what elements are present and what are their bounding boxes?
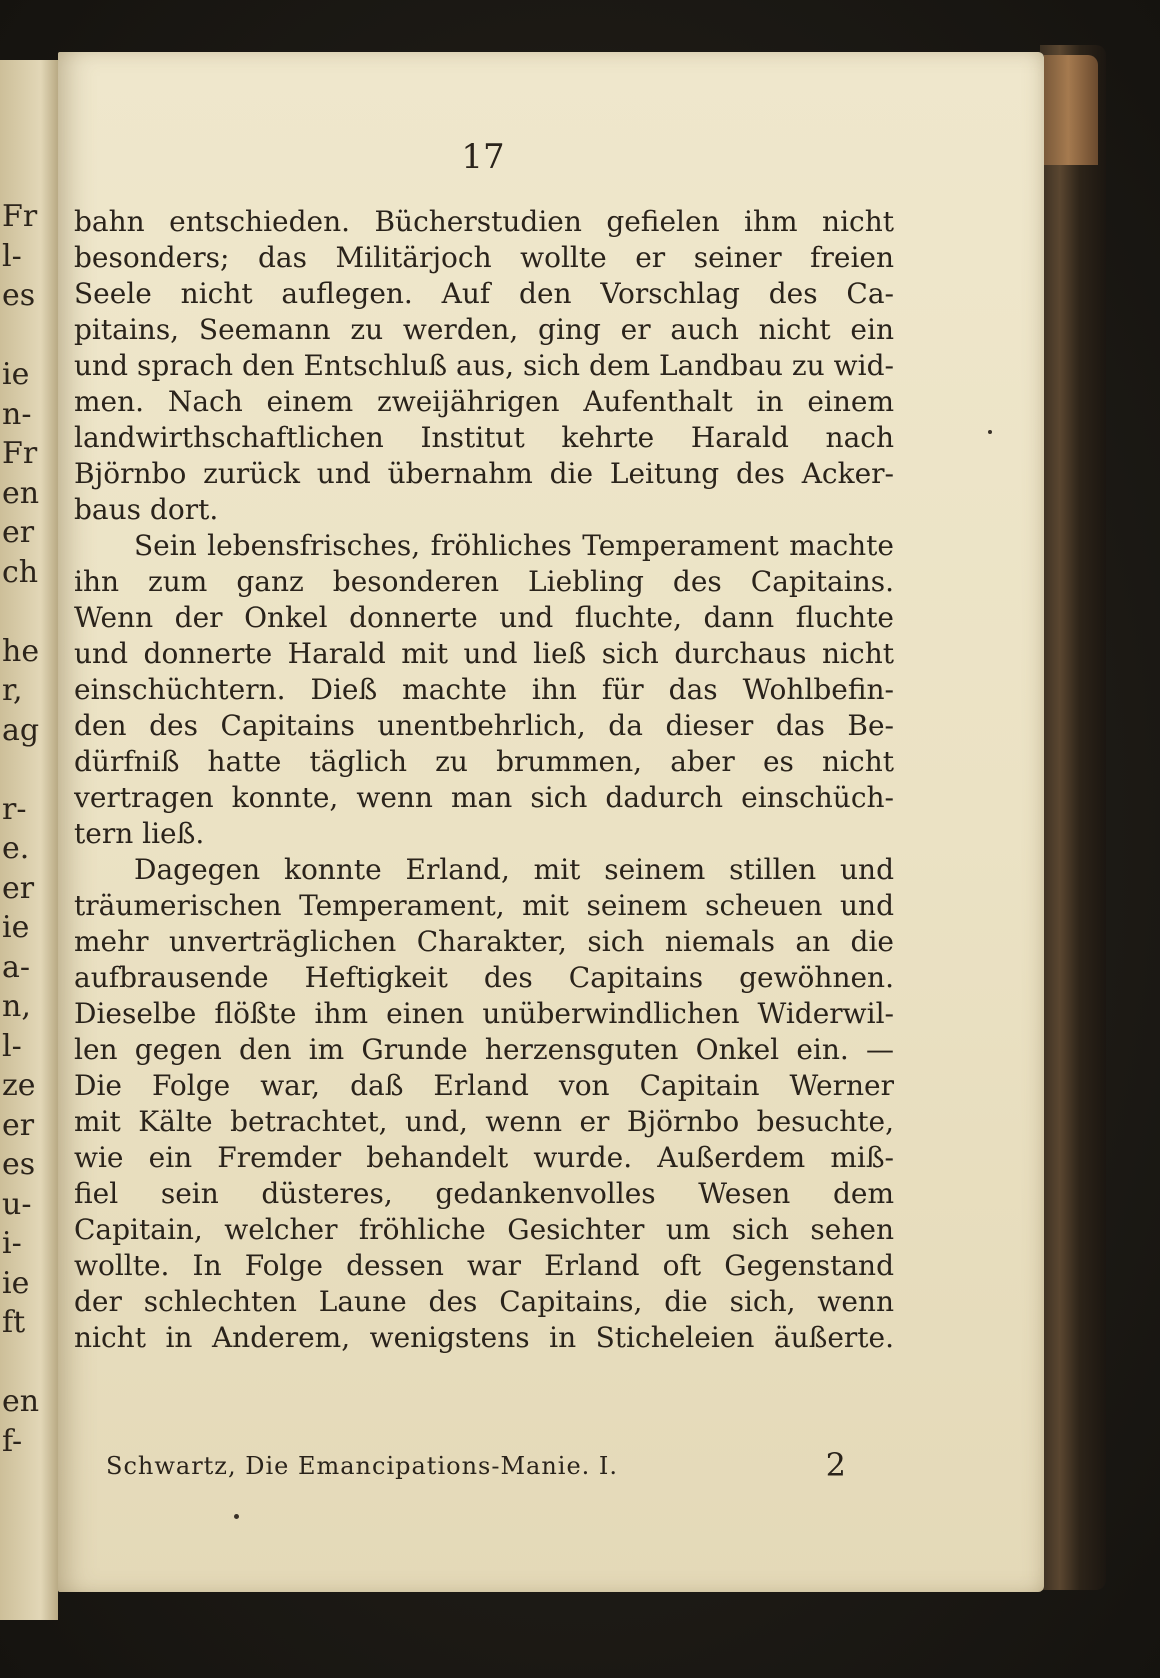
text-line: Capitain, welcher fröhliche Gesichter um sich sehen xyxy=(74,1213,894,1246)
text-line: len gegen den im Grunde herzensguten Onkel ein. — xyxy=(74,1033,894,1066)
facing-page-fragment: ch xyxy=(2,554,39,590)
text-line: und sprach den Entschluß aus, sich dem Landbau zu wid- xyxy=(74,349,894,382)
book-page xyxy=(58,52,1044,1592)
page-number: 17 xyxy=(461,137,505,177)
facing-page-fragment: ze xyxy=(2,1068,36,1103)
text-line: träumerischen Temperament, mit seinem scheuen und xyxy=(74,889,894,922)
text-line: tern ließ. xyxy=(74,817,205,850)
facing-page-fragment: es xyxy=(2,278,36,313)
text-line: fiel sein düsteres, gedankenvolles Wesen dem xyxy=(74,1177,894,1210)
text-line: Wenn der Onkel donnerte und fluchte, dann fluchte xyxy=(74,601,894,634)
facing-page-fragment: i- xyxy=(2,1226,22,1261)
body-text xyxy=(74,204,894,1356)
text-line: Björnbo zurück und übernahm die Leitung des Acker- xyxy=(74,457,894,490)
text-line: den des Capitains unentbehrlich, da dieser das Be- xyxy=(74,709,894,742)
facing-page-fragment: a- xyxy=(2,949,31,985)
facing-page-fragment: Fr xyxy=(2,436,38,471)
facing-page-fragment: er xyxy=(2,870,35,906)
facing-page-fragment: e. xyxy=(2,831,30,866)
text-line: einschüchtern. Dieß machte ihn für das Wohlbefin- xyxy=(74,673,894,706)
text-line: besonders; das Militärjoch wollte er seiner freien xyxy=(74,241,894,274)
facing-page-fragment: er xyxy=(2,515,35,550)
text-line: Seele nicht auflegen. Auf den Vorschlag des Ca- xyxy=(74,277,894,310)
facing-page-fragment: n, xyxy=(2,989,31,1024)
text-line: der schlechten Laune des Capitains, die sich, wenn xyxy=(74,1285,894,1318)
facing-page-fragment: ie xyxy=(2,910,30,945)
facing-page-fragment: en xyxy=(2,1384,40,1419)
text-line: vertragen konnte, wenn man sich dadurch einschüch- xyxy=(74,781,894,814)
facing-page-fragment: l- xyxy=(2,1028,22,1064)
text-line: mit Kälte betrachtet, und, wenn er Björnbo besuchte, xyxy=(74,1105,894,1138)
text-line: wollte. In Folge dessen war Erland oft Gegenstand xyxy=(74,1249,894,1282)
facing-page-fragment: r- xyxy=(2,791,27,827)
text-line: ihn zum ganz besonderen Liebling des Capitains. xyxy=(74,565,894,598)
facing-page-fragment: en xyxy=(2,475,40,511)
text-line: und donnerte Harald mit und ließ sich durchaus nicht xyxy=(74,637,894,670)
text-line: bahn entschieden. Bücherstudien gefielen ihm nicht xyxy=(74,205,894,238)
facing-page-fragment: r, xyxy=(2,673,23,708)
text-line: nicht in Anderem, wenigstens in Sticheleien äußerte. xyxy=(74,1321,894,1354)
facing-page-fragment: ie xyxy=(2,1265,30,1301)
facing-page-fragment: es xyxy=(2,1147,36,1182)
facing-page-fragment: n- xyxy=(2,396,32,432)
facing-page-fragment: Fr xyxy=(2,199,38,234)
text-line: wie ein Fremder behandelt wurde. Außerdem miß- xyxy=(74,1141,894,1174)
text-line: pitains, Seemann zu werden, ging er auch nicht ein xyxy=(74,313,894,346)
page-footer xyxy=(106,1446,846,1486)
facing-page-fragment: ft xyxy=(2,1305,26,1340)
text-line: Die Folge war, daß Erland von Capitain Werner xyxy=(74,1069,894,1102)
sheet-mark: 2 xyxy=(825,1446,846,1484)
ink-speck xyxy=(988,430,992,434)
facing-page-fragment: l- xyxy=(2,238,22,274)
printer-signature: Schwartz, Die Emancipations-Manie. I. xyxy=(106,1452,619,1480)
text-line: Sein lebensfrisches, fröhliches Temperament machte xyxy=(134,529,894,562)
text-line: dürfniß hatte täglich zu brummen, aber es nicht xyxy=(74,745,894,778)
ink-speck xyxy=(234,1514,239,1519)
text-line: Dagegen konnte Erland, mit seinem stillen und xyxy=(134,853,894,886)
text-line: landwirthschaftlichen Institut kehrte Harald nach xyxy=(74,421,894,454)
facing-page-fragment: f- xyxy=(2,1423,23,1459)
text-line: aufbrausende Heftigkeit des Capitains gewöhnen. xyxy=(74,961,894,994)
facing-page-fragment: he xyxy=(2,633,40,669)
book-cover-edge xyxy=(1040,45,1106,1590)
facing-page-fragment: u- xyxy=(2,1186,32,1222)
facing-page-fragment: ie xyxy=(2,357,30,392)
text-line: Dieselbe flößte ihm einen unüberwindlichen Widerwil- xyxy=(74,997,894,1030)
facing-page-fragment: ag xyxy=(2,712,40,748)
facing-page-fragment: er xyxy=(2,1107,35,1143)
text-line: mehr unverträglichen Charakter, sich niemals an die xyxy=(74,925,894,958)
text-line: men. Nach einem zweijährigen Aufenthalt in einem xyxy=(74,385,894,418)
previous-page-edge xyxy=(0,60,58,1620)
text-line: baus dort. xyxy=(74,493,219,526)
cover-leather-corner xyxy=(1044,55,1098,165)
